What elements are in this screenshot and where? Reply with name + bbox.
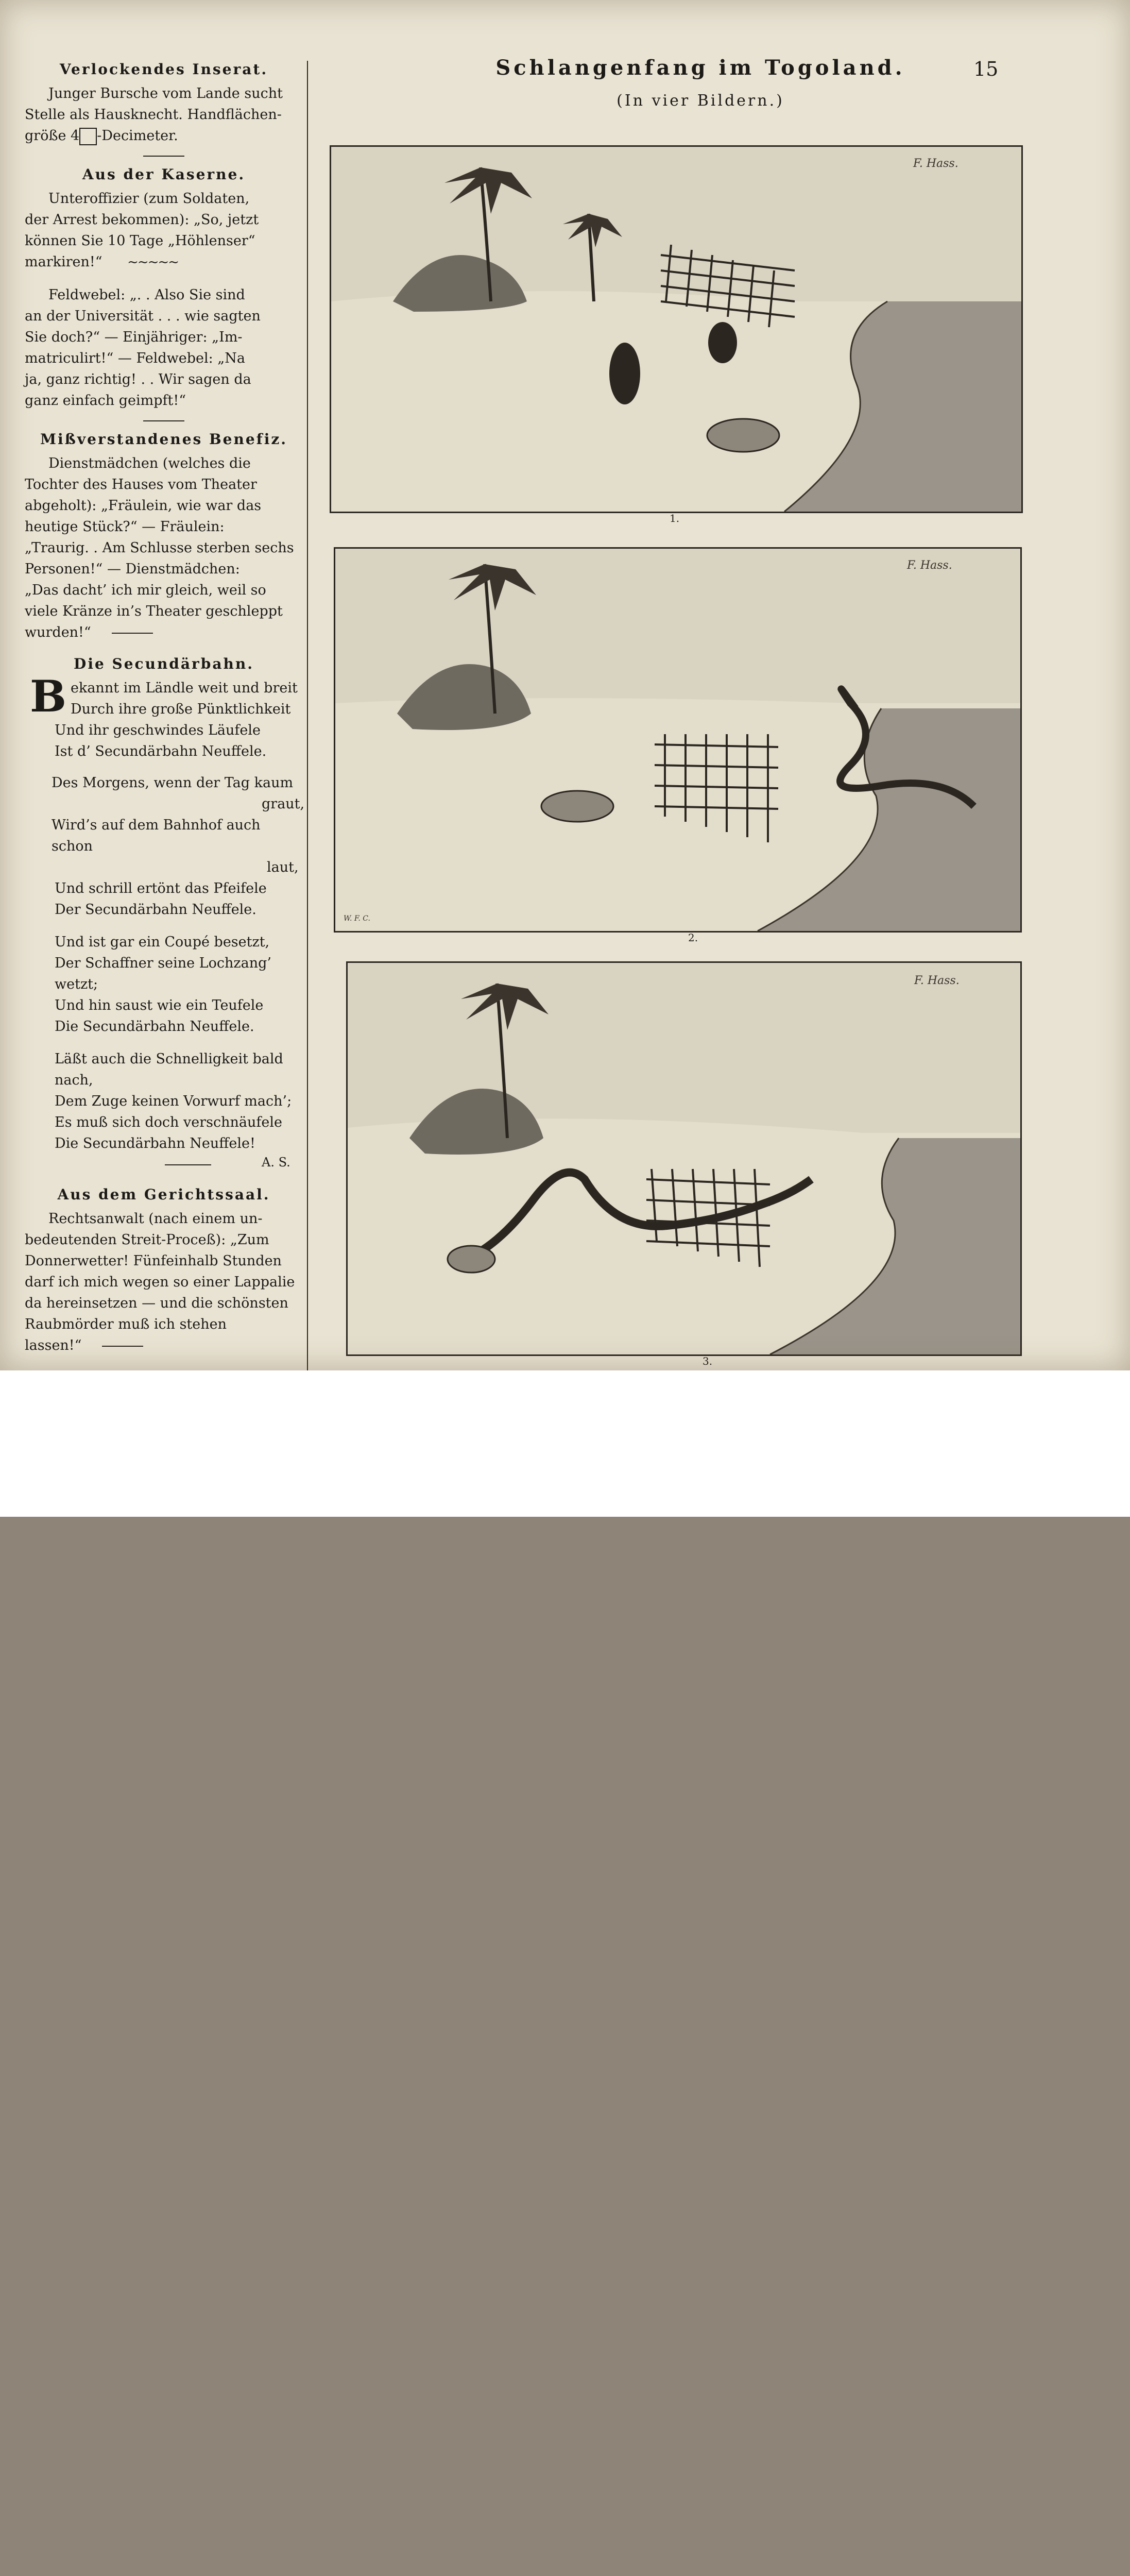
text-line: Sie doch?“ — Einjähriger: „Im- <box>25 329 243 345</box>
illustration-panel-3 <box>346 961 1022 1356</box>
text-fragment: lassen!“ <box>25 1337 82 1353</box>
verse-line: Wird’s auf dem Bahnhof auch schon <box>52 817 261 854</box>
heading-aus-dem-gerichtssaal: Aus dem Gerichtssaal. <box>57 1186 270 1203</box>
verse-line: Des Morgens, wenn der Tag kaum <box>52 775 294 791</box>
tilde-divider: ~~~~~ <box>127 255 179 270</box>
viewer-footer <box>0 1370 1130 1517</box>
page-number: 15 <box>973 58 999 80</box>
verse-line: Durch ihre große Pünktlichkeit <box>71 701 291 717</box>
verse-line: Die Secundärbahn Neuffele. <box>55 1019 254 1035</box>
text-line: an der Universität . . . wie sagten <box>25 308 261 324</box>
text-line <box>25 622 303 643</box>
text-line: Raubmörder muß ich stehen <box>25 1316 227 1332</box>
page-title: Schlangenfang im Togoland. <box>495 56 905 80</box>
verse-line: Dem Zuge keinen Vorwurf mach’; <box>55 1093 292 1109</box>
text-line <box>25 251 303 273</box>
text-line: „Traurig. . Am Schlusse sterben sechs <box>25 540 294 556</box>
text-line: darf ich mich wegen so einer Lappalie <box>25 1274 295 1290</box>
text-line: „Das dacht’ ich mir gleich, weil so <box>25 582 266 598</box>
section-divider <box>143 156 184 157</box>
heading-missverstandenes-benefiz: Mißverstandenes Benefiz. <box>40 431 287 448</box>
text-line: viele Kränze in’s Theater geschleppt <box>25 603 283 619</box>
verse-line: Die Secundärbahn Neuffele! <box>55 1136 255 1151</box>
text-line: der Arrest bekommen): „So, jetzt <box>25 212 259 228</box>
illustration-panel-2 <box>334 547 1022 933</box>
verse-line: laut, <box>267 859 299 875</box>
verse-line: Läßt auch die Schnelligkeit bald nach, <box>55 1051 283 1088</box>
text-fragment: wurden!“ <box>25 624 91 640</box>
drop-cap: B <box>30 671 66 722</box>
verse-line: graut, <box>262 796 305 812</box>
verse-line: Ist d’ Secundärbahn Neuffele. <box>55 743 267 759</box>
text-line: Unteroffizier (zum Soldaten, <box>48 191 250 207</box>
verse-line: Und ist gar ein Coupé besetzt, <box>55 934 270 950</box>
text-line: ja, ganz richtig! . . Wir sagen da <box>25 371 251 387</box>
panel-caption-3: 3. <box>703 1355 713 1367</box>
text-line: bedeutenden Streit-Proceß): „Zum <box>25 1232 269 1248</box>
verse-line: Der Schaffner seine Lochzang’ wetzt; <box>55 955 271 992</box>
verse-line: ekannt im Ländle weit und breit <box>71 680 298 696</box>
text-line: ganz einfach geimpft!“ <box>25 393 186 409</box>
illustration-panel-1 <box>330 145 1023 513</box>
panel-caption-1: 1. <box>670 512 680 524</box>
inline-rule <box>165 1164 211 1165</box>
heading-die-secundaerbahn: Die Secundärbahn. <box>74 655 254 672</box>
artist-signature: F. Hass. <box>914 974 960 987</box>
section-divider <box>143 420 184 421</box>
verse-stanza-1 <box>25 671 303 762</box>
text-line: Stelle als Hausknecht. Handflächen- <box>25 107 282 123</box>
text-line <box>25 1335 303 1356</box>
verse-signature-row <box>25 1154 303 1177</box>
text-line: Tochter des Hauses vom Theater <box>25 477 257 493</box>
verse-line: Und hin saust wie ein Teufele <box>55 997 264 1013</box>
heading-aus-der-kaserne: Aus der Kaserne. <box>82 166 246 183</box>
text-fragment: markiren!“ <box>25 254 102 270</box>
panel-1-drawing <box>331 147 1021 512</box>
text-column <box>25 52 303 1356</box>
heading-verlockendes-inserat: Verlockendes Inserat. <box>59 61 268 78</box>
text-line: können Sie 10 Tage „Höhlenser“ <box>25 233 255 249</box>
text-line: Feldwebel: „. . Also Sie sind <box>48 287 245 303</box>
text-line: Personen!“ — Dienstmädchen: <box>25 561 240 577</box>
text-line: abgeholt): „Fräulein, wie war das <box>25 498 262 514</box>
text-line <box>25 125 303 146</box>
text-line: matriculirt!“ — Feldwebel: „Na <box>25 350 245 366</box>
panel-2-drawing <box>335 549 1020 931</box>
text-line: Dienstmädchen (welches die <box>48 455 251 471</box>
inline-rule <box>112 633 153 634</box>
verse-line: Es muß sich doch verschnäufele <box>55 1114 282 1130</box>
page-subtitle: (In vier Bildern.) <box>617 92 784 110</box>
column-divider <box>307 61 308 1380</box>
verse-line: Und ihr geschwindes Läufele <box>55 722 261 738</box>
artist-signature: F. Hass. <box>907 559 952 572</box>
square-symbol <box>79 128 97 145</box>
artist-signature: F. Hass. <box>913 157 958 170</box>
text-line: da hereinsetzen — und die schönsten <box>25 1295 288 1311</box>
text-line: heutige Stück?“ — Fräulein: <box>25 519 225 535</box>
inline-rule <box>102 1346 143 1347</box>
text-fragment: -Decimeter. <box>97 128 178 144</box>
verse-line: Und schrill ertönt das Pfeifele <box>55 880 267 896</box>
author-initials: A. S. <box>262 1155 290 1170</box>
text-line: Donnerwetter! Fünfeinhalb Stunden <box>25 1253 282 1269</box>
text-fragment: größe 4 <box>25 128 80 144</box>
text-line: Junger Bursche vom Lande sucht <box>48 86 283 101</box>
verse-line: Der Secundärbahn Neuffele. <box>55 902 256 918</box>
printer-mark: W. F. C. <box>344 914 370 923</box>
text-line: Rechtsanwalt (nach einem un- <box>48 1211 263 1227</box>
panel-3-drawing <box>348 963 1020 1354</box>
panel-caption-2: 2. <box>688 931 698 944</box>
